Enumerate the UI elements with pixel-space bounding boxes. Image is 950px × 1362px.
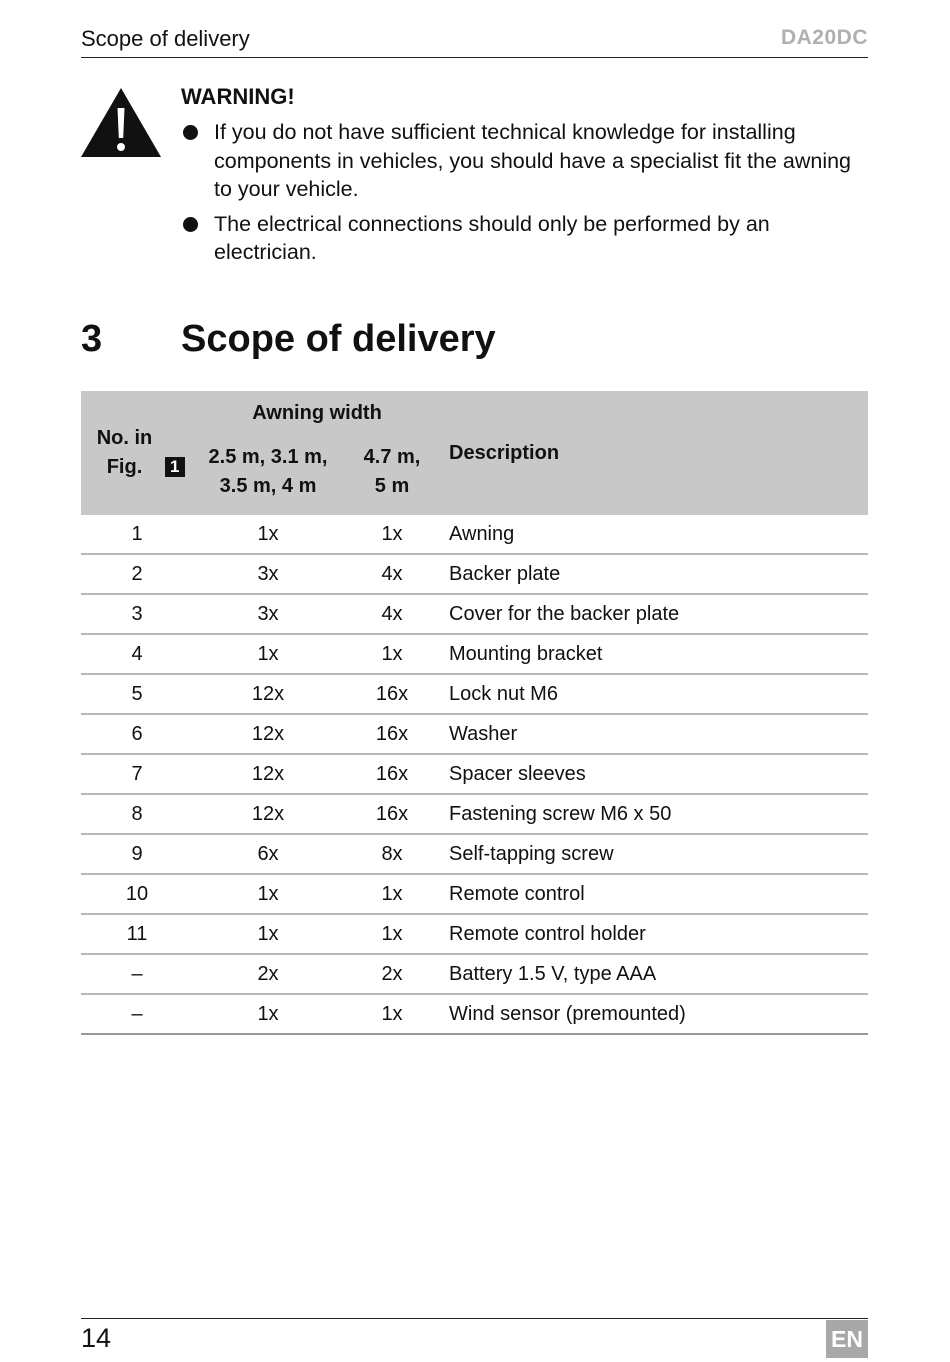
page-footer-rule bbox=[81, 1318, 868, 1319]
header-width-small: 2.5 m, 3.1 m, 3.5 m, 4 m bbox=[193, 433, 343, 515]
cell-description: Cover for the backer plate bbox=[441, 594, 868, 634]
cell-qty-large: 1x bbox=[343, 994, 441, 1034]
cell-qty-small: 12x bbox=[193, 794, 343, 834]
page-number: 14 bbox=[81, 1323, 112, 1353]
header-model-name: DA20DC bbox=[780, 26, 868, 49]
warning-triangle-icon bbox=[80, 86, 162, 158]
bullet-icon bbox=[183, 217, 198, 232]
cell-no: – bbox=[81, 994, 193, 1034]
cell-no: 8 bbox=[81, 794, 193, 834]
header-awning-width: Awning width bbox=[193, 391, 441, 433]
warning-item bbox=[181, 118, 871, 204]
table-row bbox=[81, 794, 868, 834]
cell-qty-small: 6x bbox=[193, 834, 343, 874]
warning-item-text: The electrical connections should only be performed by an electrician. bbox=[214, 211, 770, 264]
page-header bbox=[81, 24, 868, 58]
cell-qty-large: 16x bbox=[343, 754, 441, 794]
cell-qty-large: 4x bbox=[343, 594, 441, 634]
cell-qty-small: 2x bbox=[193, 954, 343, 994]
bullet-icon bbox=[183, 125, 198, 140]
cell-qty-large: 1x bbox=[343, 634, 441, 674]
table-row bbox=[81, 994, 868, 1034]
warning-title: WARNING! bbox=[181, 84, 295, 109]
cell-qty-small: 12x bbox=[193, 714, 343, 754]
cell-description: Backer plate bbox=[441, 554, 868, 594]
cell-no: 4 bbox=[81, 634, 193, 674]
figure-badge: 1 bbox=[165, 457, 184, 477]
cell-description: Lock nut M6 bbox=[441, 674, 868, 714]
cell-qty-small: 3x bbox=[193, 554, 343, 594]
cell-qty-large: 4x bbox=[343, 554, 441, 594]
cell-qty-large: 16x bbox=[343, 794, 441, 834]
table-row bbox=[81, 954, 868, 994]
cell-qty-small: 3x bbox=[193, 594, 343, 634]
cell-qty-large: 1x bbox=[343, 914, 441, 954]
cell-qty-small: 1x bbox=[193, 634, 343, 674]
table-row bbox=[81, 874, 868, 914]
cell-qty-small: 1x bbox=[193, 874, 343, 914]
cell-no: 5 bbox=[81, 674, 193, 714]
warning-list bbox=[181, 118, 871, 273]
scope-of-delivery-table bbox=[81, 391, 868, 1035]
table-row bbox=[81, 515, 868, 554]
table-row bbox=[81, 594, 868, 634]
language-badge: EN bbox=[826, 1320, 868, 1358]
cell-qty-large: 1x bbox=[343, 874, 441, 914]
header-section-title: Scope of delivery bbox=[81, 26, 250, 51]
cell-qty-large: 8x bbox=[343, 834, 441, 874]
table-row bbox=[81, 834, 868, 874]
table-row bbox=[81, 634, 868, 674]
cell-description: Washer bbox=[441, 714, 868, 754]
cell-description: Remote control holder bbox=[441, 914, 868, 954]
cell-description: Battery 1.5 V, type AAA bbox=[441, 954, 868, 994]
cell-description: Wind sensor (premounted) bbox=[441, 994, 868, 1034]
cell-qty-small: 12x bbox=[193, 674, 343, 714]
warning-item-text: If you do not have sufficient technical knowledge for installing components in vehicles, you should have a specialist fit the awning to your vehicle. bbox=[214, 120, 852, 201]
cell-no: 10 bbox=[81, 874, 193, 914]
cell-description: Spacer sleeves bbox=[441, 754, 868, 794]
cell-no: 7 bbox=[81, 754, 193, 794]
table-row bbox=[81, 674, 868, 714]
cell-no: 2 bbox=[81, 554, 193, 594]
cell-description: Fastening screw M6 x 50 bbox=[441, 794, 868, 834]
cell-no: – bbox=[81, 954, 193, 994]
cell-description: Self-tapping screw bbox=[441, 834, 868, 874]
cell-qty-large: 2x bbox=[343, 954, 441, 994]
cell-qty-small: 12x bbox=[193, 754, 343, 794]
cell-no: 1 bbox=[81, 515, 193, 554]
header-description: Description bbox=[441, 391, 868, 515]
cell-description: Awning bbox=[441, 515, 868, 554]
table-row bbox=[81, 754, 868, 794]
cell-qty-large: 1x bbox=[343, 515, 441, 554]
warning-item bbox=[181, 210, 871, 267]
cell-no: 11 bbox=[81, 914, 193, 954]
cell-no: 3 bbox=[81, 594, 193, 634]
cell-description: Remote control bbox=[441, 874, 868, 914]
cell-no: 6 bbox=[81, 714, 193, 754]
header-no-in-fig bbox=[81, 391, 193, 515]
table-row bbox=[81, 714, 868, 754]
header-width-large: 4.7 m, 5 m bbox=[343, 433, 441, 515]
header-no-label: No. in Fig. bbox=[96, 427, 153, 478]
cell-qty-large: 16x bbox=[343, 674, 441, 714]
cell-qty-small: 1x bbox=[193, 914, 343, 954]
cell-qty-small: 1x bbox=[193, 515, 343, 554]
cell-no: 9 bbox=[81, 834, 193, 874]
table-row bbox=[81, 554, 868, 594]
table-row bbox=[81, 914, 868, 954]
section-number: 3 bbox=[81, 318, 103, 360]
cell-qty-small: 1x bbox=[193, 994, 343, 1034]
section-heading: Scope of delivery bbox=[181, 318, 496, 360]
cell-description: Mounting bracket bbox=[441, 634, 868, 674]
cell-qty-large: 16x bbox=[343, 714, 441, 754]
